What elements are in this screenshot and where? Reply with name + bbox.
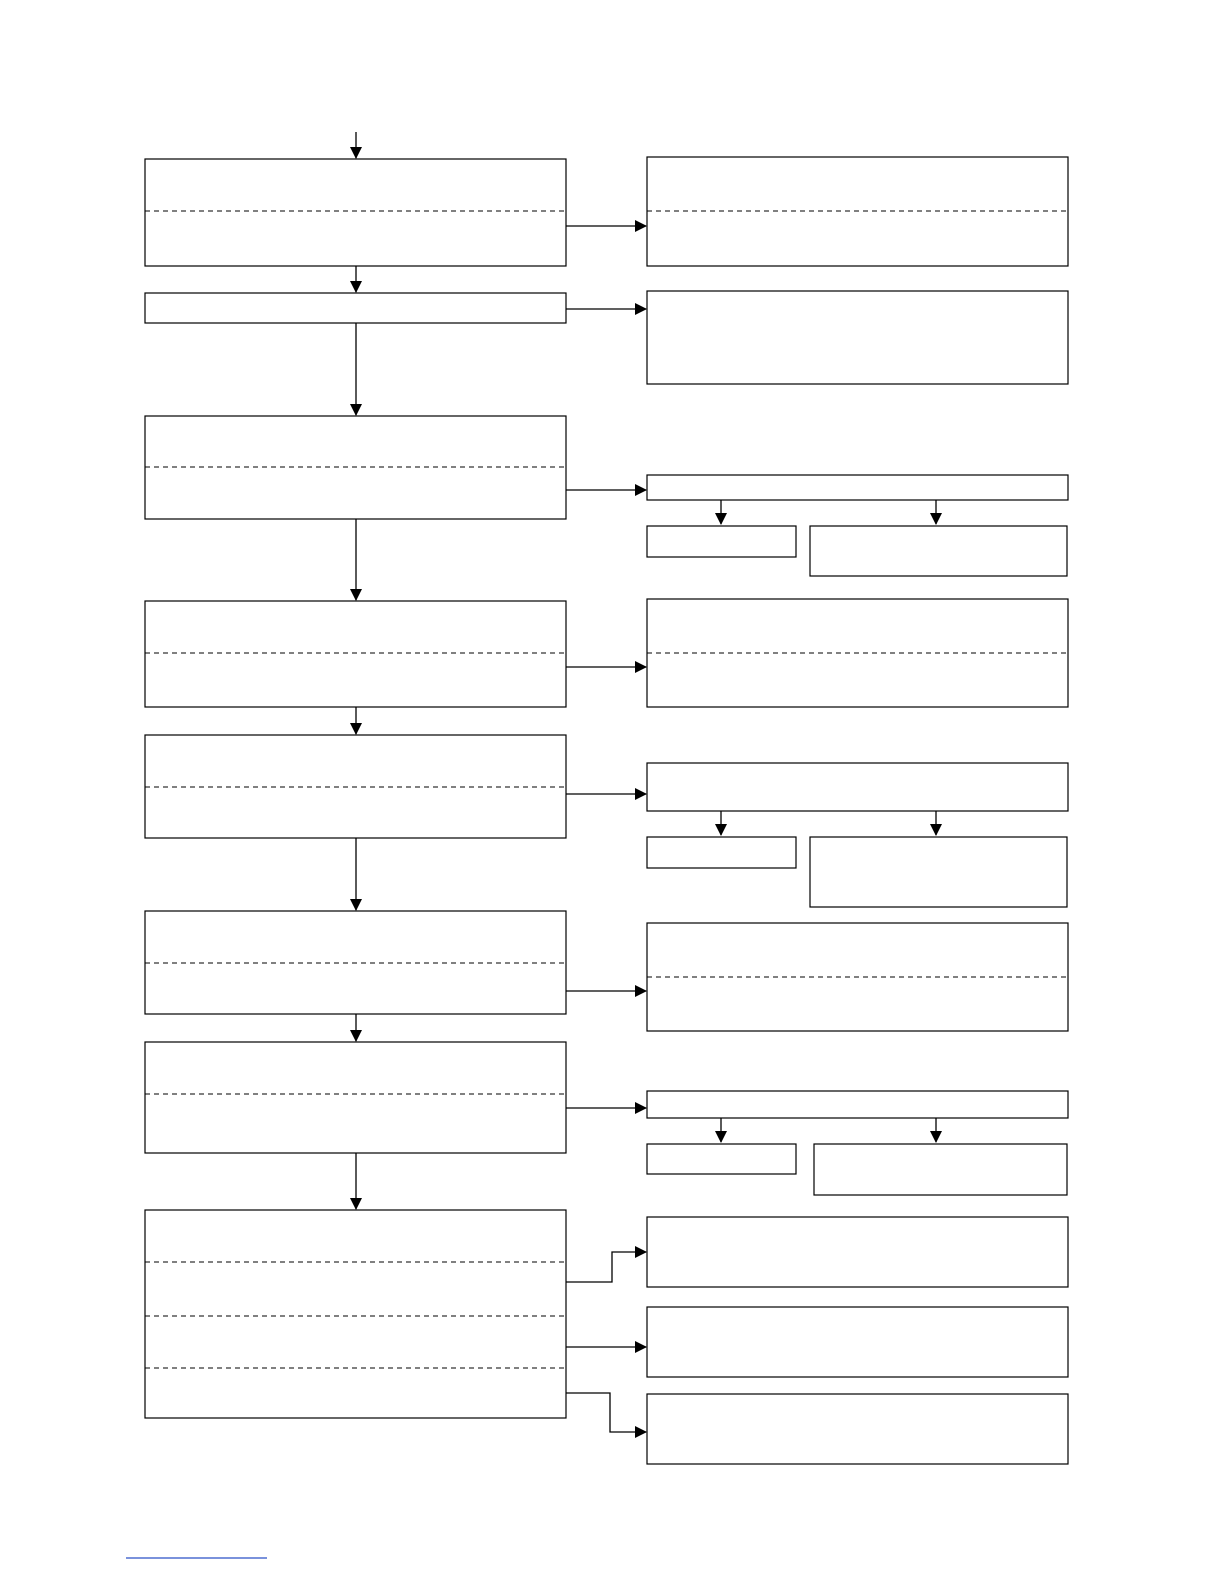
main-step-6 — [145, 911, 566, 1014]
main-step-8-box — [145, 1210, 566, 1418]
step-8-to-result-8a-arrow — [566, 1252, 646, 1282]
side-result-4 — [647, 599, 1068, 707]
branch-b-left-box — [647, 837, 796, 868]
main-step-2-box — [145, 293, 566, 323]
main-step-3 — [145, 416, 566, 519]
branch-b-header-box — [647, 763, 1068, 811]
side-branch-b — [647, 763, 1068, 907]
branch-a-right-box — [810, 526, 1067, 576]
main-column — [145, 132, 566, 1418]
side-result-8b-box — [647, 1307, 1068, 1377]
step-8-to-result-8c-arrow — [566, 1393, 646, 1432]
main-step-4-box — [145, 601, 566, 707]
main-step-5 — [145, 735, 566, 838]
branch-a-left-box — [647, 526, 796, 557]
side-branch-a — [647, 475, 1068, 576]
branch-c-header-box — [647, 1091, 1068, 1118]
branch-b-right-box — [810, 837, 1067, 907]
branch-a-header-box — [647, 475, 1068, 500]
side-branch-c — [647, 1091, 1068, 1195]
branch-c-left-box — [647, 1144, 796, 1174]
main-step-2 — [145, 293, 566, 323]
side-column — [566, 157, 1068, 1464]
side-result-6 — [647, 923, 1068, 1031]
side-result-2 — [647, 291, 1068, 384]
branch-c-right-box — [814, 1144, 1067, 1195]
main-step-4 — [145, 601, 566, 707]
main-step-8 — [145, 1210, 566, 1418]
main-step-7-box — [145, 1042, 566, 1153]
side-result-1 — [647, 157, 1068, 266]
main-step-7 — [145, 1042, 566, 1153]
side-result-8c-box — [647, 1394, 1068, 1464]
main-step-1-box — [145, 159, 566, 266]
main-step-1 — [145, 159, 566, 266]
side-result-2-box — [647, 291, 1068, 384]
side-result-8a-box — [647, 1217, 1068, 1287]
